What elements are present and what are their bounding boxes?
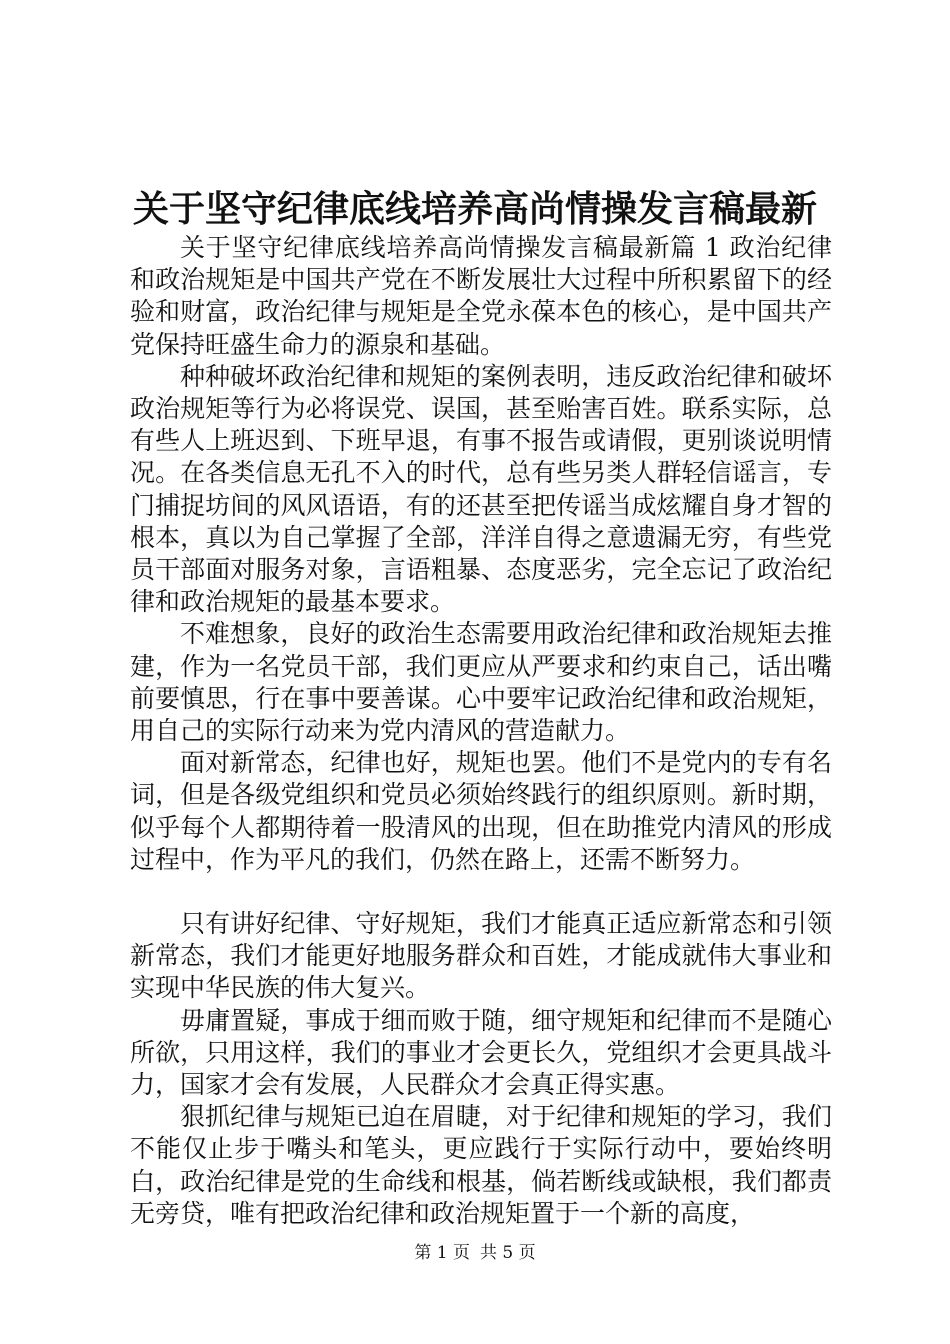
- paragraph-7: 狠抓纪律与规矩已迫在眉睫，对于纪律和规矩的学习，我们不能仅止步于嘴头和笔头，更应践行于实际行动中，要始终明白，政治纪律是党的生命线和根基，倘若断线或缺根，我们都责无旁贷，唯有把政治纪律和政治规矩置于一个新的高度，: [130, 1102, 832, 1228]
- paragraph-1: 关于坚守纪律底线培养高尚情操发言稿最新篇 1 政治纪律和政治规矩是中国共产党在不断发展壮大过程中所积累留下的经验和财富，政治纪律与规矩是全党永葆本色的核心，是中国共产党保持旺盛生命力的源泉和基础。: [130, 233, 832, 359]
- paragraph-4: 面对新常态，纪律也好，规矩也罢。他们不是党内的专有名词，但是各级党组织和党员必须始终践行的组织原则。新时期，似乎每个人都期待着一股清风的出现，但在助推党内清风的形成过程中，作为平凡的我们，仍然在路上，还需不断努力。: [130, 748, 832, 874]
- page-total: 共 5 页: [480, 1243, 536, 1263]
- paragraph-2: 种种破坏政治纪律和规矩的案例表明，违反政治纪律和破坏政治规矩等行为必将误党、误国，甚至贻害百姓。联系实际，总有些人上班迟到、下班早退，有事不报告或请假，更别谈说明情况。在各类信息无孔不入的时代，总有些另类人群轻信谣言，专门捕捉坊间的风风语语，有的还甚至把传谣当成炫耀自身才智的根本，真以为自己掌握了全部，洋洋自得之意遗漏无穷，有些党员干部面对服务对象，言语粗暴、态度恶劣，完全忘记了政治纪律和政治规矩的最基本要求。: [130, 361, 832, 617]
- paragraph-6: 毋庸置疑，事成于细而败于随，细守规矩和纪律而不是随心所欲，只用这样，我们的事业才会更长久，党组织才会更具战斗力，国家才会有发展，人民群众才会真正得实惠。: [130, 1005, 832, 1100]
- page-number: 第 1 页: [414, 1243, 470, 1263]
- paragraph-5: 只有讲好纪律、守好规矩，我们才能真正适应新常态和引领新常态，我们才能更好地服务群众和百姓，才能成就伟大事业和实现中华民族的伟大复兴。: [130, 909, 832, 1003]
- document-body: [130, 232, 832, 1230]
- page-footer: [0, 1242, 950, 1264]
- paragraph-3: 不难想象，良好的政治生态需要用政治纪律和政治规矩去推建，作为一名党员干部，我们更应从严要求和约束自己，话出嘴前要慎思，行在事中要善谋。心中要牢记政治纪律和政治规矩，用自己的实际行动来为党内清风的营造献力。: [130, 619, 832, 746]
- document-title: 关于坚守纪律底线培养高尚情操发言稿最新: [132, 188, 817, 230]
